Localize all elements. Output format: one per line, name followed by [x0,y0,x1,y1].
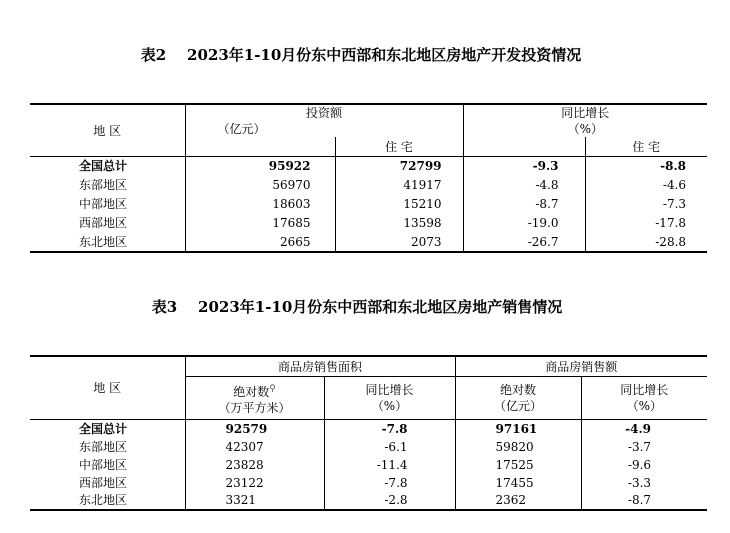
yoy-residential-cell: -4.6 [585,176,707,195]
search-icon: ⚲ [269,383,276,394]
area-cell: 92579 [185,420,324,438]
sales-yoy-cell: -8.7 [581,492,707,510]
residential-cell: 2073 [335,233,463,252]
region-cell: 东部地区 [79,439,128,454]
residential-cell: 72799 [335,157,463,176]
yoy-cell: -26.7 [463,233,585,252]
area-cell: 23828 [185,456,324,474]
investment-cell: 95922 [185,157,335,176]
table-row [30,233,707,252]
sales-yoy-cell: -9.6 [581,456,707,474]
table-row [30,474,707,492]
area-cell: 3321 [185,492,324,510]
investment-header-unit: （亿元） [217,122,266,136]
residential-header: 住 宅 [335,137,463,157]
yoy-cell: -4.8 [463,176,585,195]
area-group-header: 商品房销售面积 [185,356,455,377]
sales-yoy-cell: -3.3 [581,474,707,492]
yoy-residential-cell: -7.3 [585,195,707,214]
region-cell: 东部地区 [79,178,128,192]
area-abs-label: 绝对数 [233,384,270,399]
region-cell: 东北地区 [79,493,128,507]
area-cell: 42307 [185,438,324,456]
area-yoy-cell: -2.8 [324,492,455,510]
area-yoy-cell: -7.8 [324,474,455,492]
yoy-residential-header: 住 宅 [585,137,707,157]
region-header: 地 区 [30,356,185,420]
sales-yoy-cell: -3.7 [581,438,707,456]
area-abs-header [185,377,324,420]
sales-yoy-label: 同比增长 [620,383,669,397]
sales-cell: 17525 [455,456,581,474]
investment-table [30,103,707,253]
region-cell: 西部地区 [79,475,128,490]
area-yoy-cell: -7.8 [324,420,455,438]
area-yoy-unit: （%） [371,399,408,413]
yoy-header-label: 同比增长 [561,106,610,120]
region-cell: 中部地区 [79,197,128,211]
residential-cell: 13598 [335,214,463,233]
region-cell: 中部地区 [79,457,128,472]
sales-group-header: 商品房销售额 [455,356,707,377]
area-yoy-header [324,377,455,420]
residential-cell: 41917 [335,176,463,195]
investment-header-label: 投资额 [306,106,343,120]
investment-cell: 56970 [185,176,335,195]
table-row [30,176,707,195]
investment-cell: 2665 [185,233,335,252]
yoy-residential-cell: -17.8 [585,214,707,233]
yoy-header-unit: （%） [567,122,603,136]
residential-cell: 15210 [335,195,463,214]
sales-cell: 2362 [455,492,581,510]
yoy-cell: -19.0 [463,214,585,233]
region-cell: 全国总计 [79,159,128,174]
sales-yoy-cell: -4.9 [581,420,707,438]
yoy-header [463,104,707,137]
yoy-residential-cell: -28.8 [585,233,707,252]
sales-cell: 17455 [455,474,581,492]
region-header: 地 区 [30,104,185,157]
sales-cell: 97161 [455,420,581,438]
area-yoy-cell: -6.1 [324,438,455,456]
sales-abs-label: 绝对数 [500,383,537,397]
table-row [30,492,707,510]
region-cell: 西部地区 [79,216,128,230]
investment-cell: 18603 [185,195,335,214]
sales-cell: 59820 [455,438,581,456]
table-row [30,214,707,233]
area-yoy-label: 同比增长 [365,383,414,397]
sales-table [30,355,707,511]
area-cell: 23122 [185,474,324,492]
investment-cell: 17685 [185,214,335,233]
table2-title: 表2 2023年1-10月份东中西部和东北地区房地产开发投资情况 [140,46,582,64]
sales-unit: （亿元） [494,399,543,413]
table-row [30,195,707,214]
table-row [30,420,707,438]
region-cell: 东北地区 [79,234,128,249]
area-yoy-cell: -11.4 [324,456,455,474]
yoy-residential-cell: -8.8 [585,157,707,176]
table3-title: 表3 2023年1-10月份东中西部和东北地区房地产销售情况 [151,298,563,316]
table-row [30,456,707,474]
sales-yoy-header [581,377,707,420]
area-unit: （万平方米） [218,400,291,415]
yoy-cell: -8.7 [463,195,585,214]
table-row [30,157,707,176]
sales-yoy-unit: （%） [626,399,662,413]
investment-header [185,104,463,137]
sales-abs-header [455,377,581,420]
yoy-cell: -9.3 [463,157,585,176]
region-cell: 全国总计 [79,421,128,436]
table-row [30,438,707,456]
